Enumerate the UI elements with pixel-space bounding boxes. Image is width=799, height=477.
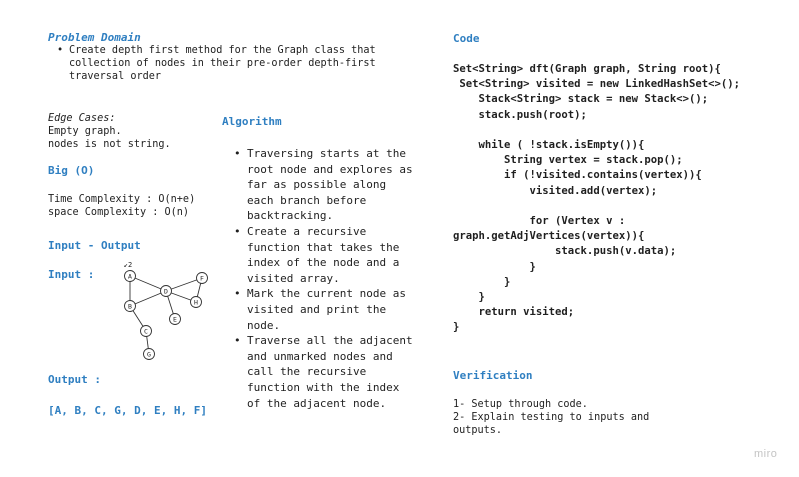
code-line: }	[453, 291, 485, 304]
graph-node-label: A	[128, 272, 132, 281]
output-value: [A, B, C, G, D, E, H, F]	[48, 404, 207, 417]
code-line: return visited;	[453, 306, 575, 319]
problem-domain-item: • Create depth first method for the Graph class that collection of nodes in their pre-order depth-first traversal order	[57, 44, 387, 83]
code-line: while ( !stack.isEmpty()){	[453, 139, 645, 152]
code-line: if (!visited.contains(vertex)){	[453, 169, 702, 182]
code-block	[453, 62, 740, 336]
miro-watermark: miro	[754, 448, 778, 460]
code-line: Stack<String> stack = new Stack<>();	[453, 93, 709, 106]
code-line: }	[453, 321, 460, 334]
problem-domain-list	[57, 44, 387, 83]
algorithm-step: • Mark the current node as visited and print the node.	[234, 286, 414, 333]
algorithm-step: • Traversing starts at the root node and explores as far as possible along each branch before backtracking.	[234, 146, 414, 224]
space-complexity: space Complexity : O(n)	[48, 207, 190, 218]
big-o-block	[48, 193, 228, 219]
algorithm-step: • Create a recursive function that takes the index of the node and a visited array.	[234, 224, 414, 286]
input-output-title: Input - Output	[48, 239, 141, 252]
algorithm-step: • Traverse all the adjacent and unmarked nodes and call the recursive function with the index of the adjacent node.	[234, 333, 414, 411]
big-o-title: Big (O)	[48, 164, 95, 177]
output-label: Output :	[48, 373, 101, 386]
graph-node-label: H	[194, 298, 198, 307]
code-line: for (Vertex v :	[453, 215, 626, 228]
graph-node-label: B	[128, 302, 132, 311]
code-line: }	[453, 275, 511, 288]
root-mark: ↙2	[123, 261, 133, 269]
code-line: graph.getAdjVertices(vertex)){	[453, 230, 645, 243]
algorithm-title: Algorithm	[222, 115, 282, 128]
problem-domain-title: Problem Domain	[48, 31, 141, 44]
edge-case-item: Empty graph.	[48, 126, 122, 137]
code-line: Set<String> dft(Graph graph, String root){	[453, 63, 721, 75]
verification-item: 2- Explain testing to inputs and outputs.	[453, 412, 650, 436]
edge-cases-title: Edge Cases:	[48, 113, 116, 124]
code-line: String vertex = stack.pop();	[453, 154, 683, 167]
verification-title: Verification	[453, 369, 533, 382]
time-complexity: Time Complexity : O(n+e)	[48, 194, 196, 205]
code-line: }	[453, 260, 536, 273]
code-line: visited.add(vertex);	[453, 184, 658, 197]
edge-case-item: nodes is not string.	[48, 139, 171, 150]
edge-cases	[48, 112, 228, 151]
graph-node-label: C	[144, 327, 148, 336]
code-line: stack.push(v.data);	[453, 245, 677, 258]
verification-item: 1- Setup through code.	[453, 399, 588, 410]
graph-node-label: E	[173, 315, 177, 324]
algorithm-steps	[234, 146, 414, 411]
code-line: stack.push(root);	[453, 108, 587, 121]
graph-node-label: G	[147, 350, 151, 359]
graph-node-label: F	[200, 274, 204, 283]
verification-block	[453, 398, 683, 437]
input-label: Input :	[48, 268, 95, 281]
graph-node-label: D	[164, 287, 168, 296]
input-graph-sketch	[112, 258, 222, 368]
code-title: Code	[453, 32, 480, 45]
code-line: Set<String> visited = new LinkedHashSet<>();	[453, 78, 741, 91]
